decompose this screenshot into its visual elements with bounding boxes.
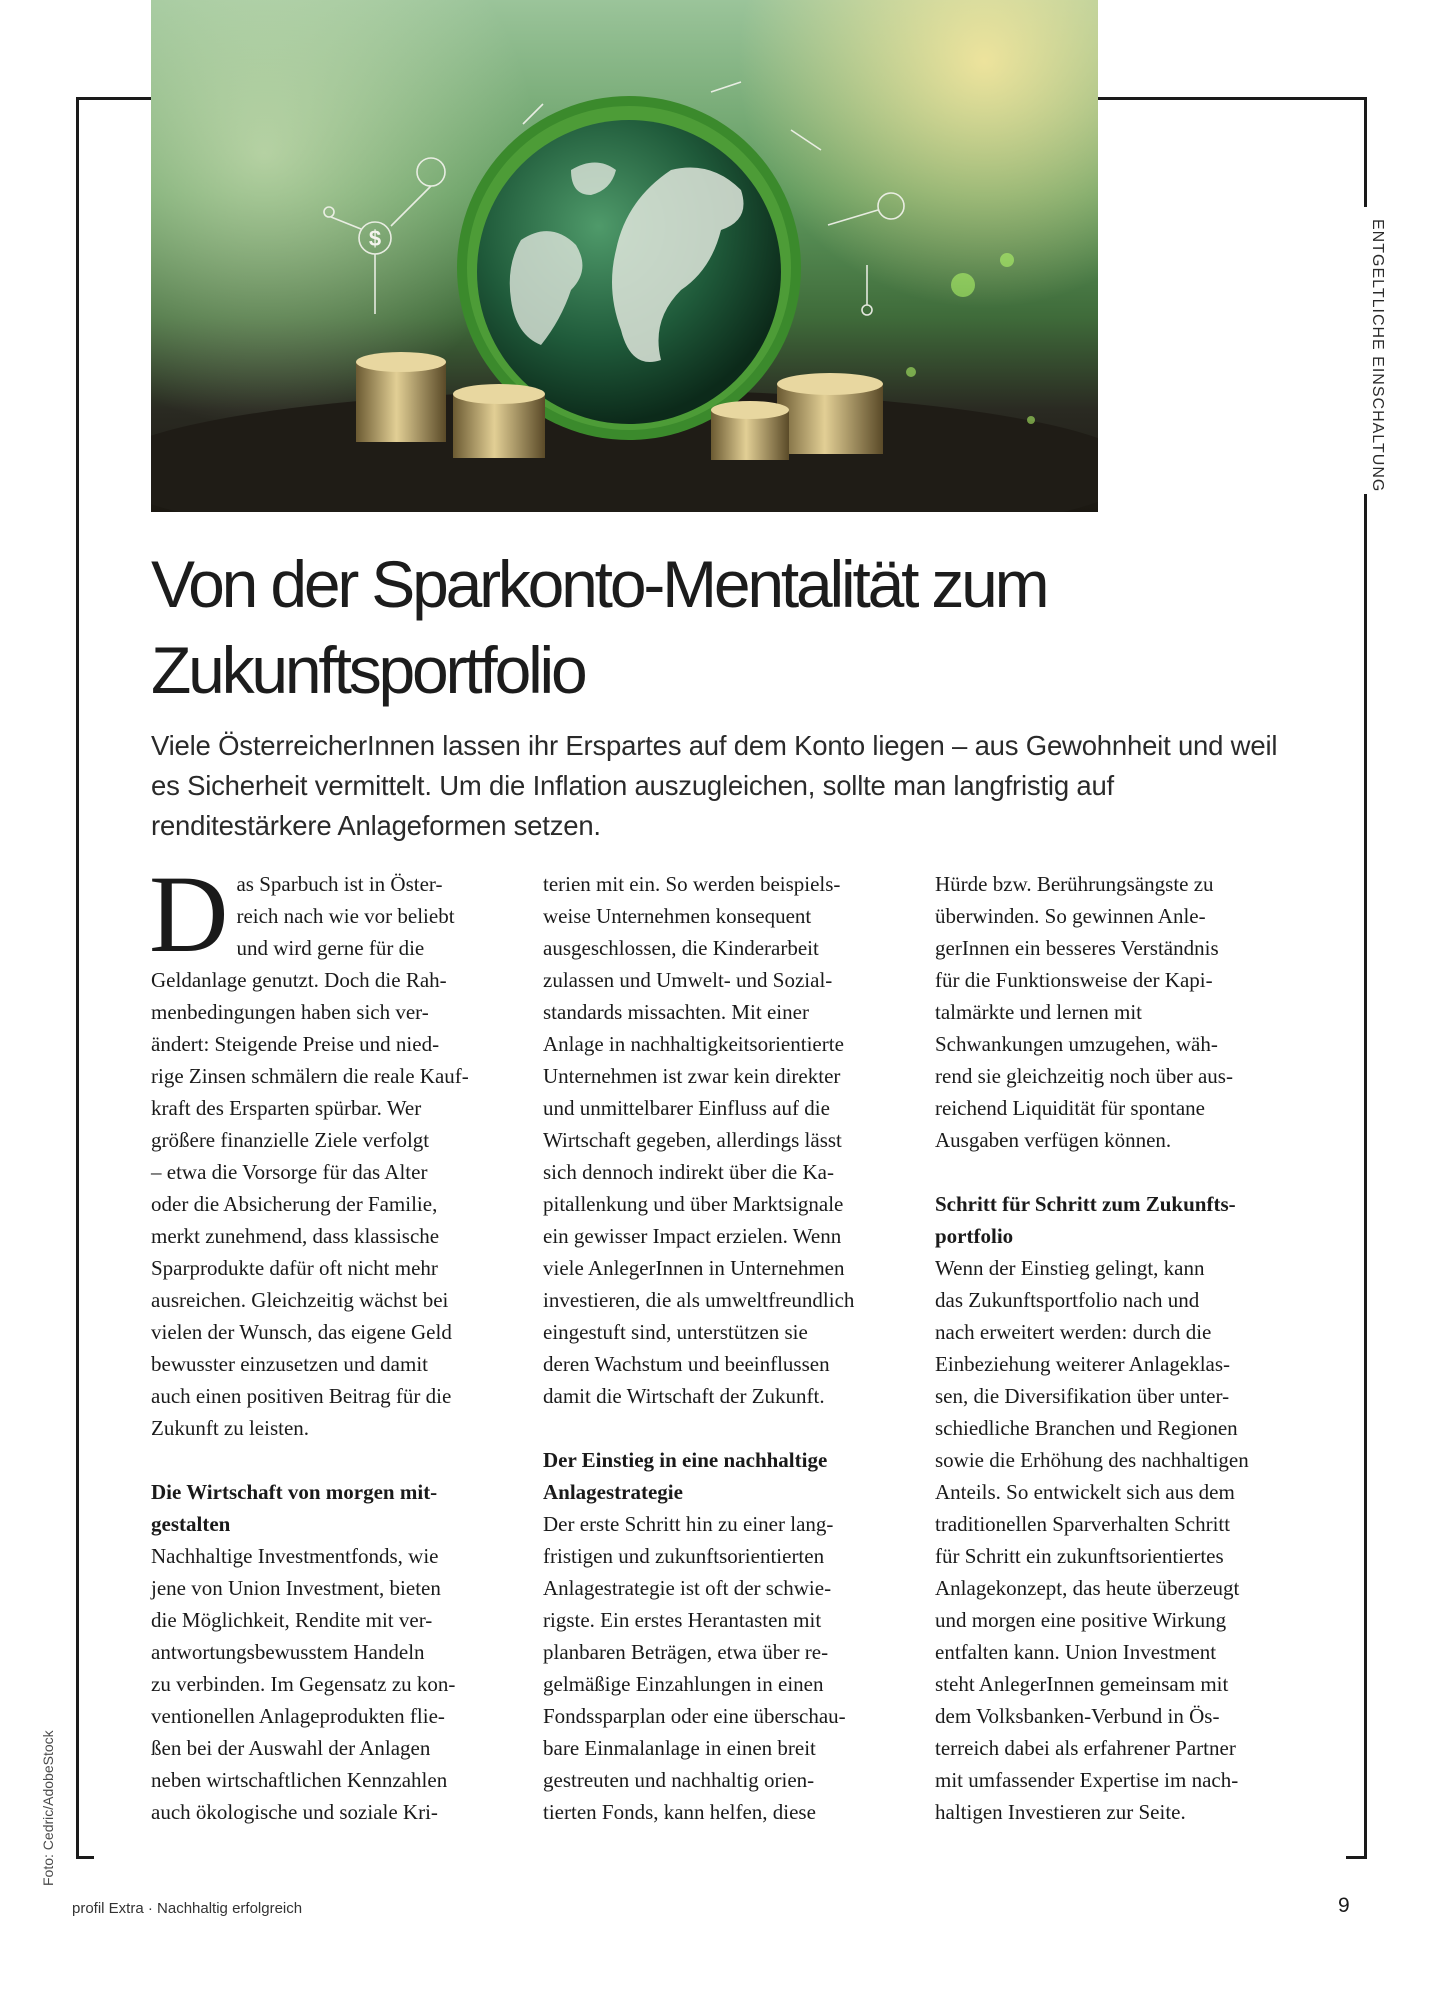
frame-top-left [76,97,151,100]
col1-paragraph-1: as Sparbuch ist in Öster- reich nach wie vor beliebt und wird gerne für die Geldanlage genutzt. Doch die Rah- menbedingungen haben sich ver- ändert: Steigende Preise und nied- rige Zinsen schmälern die reale Kauf- kraft des Ersparten spürbar. Wer größere finanzielle Ziele verfolgt – etwa die Vorsorge für das Alter oder die Absicherung der Familie, merkt zunehmend, dass klassische Sparprodukte dafür oft nicht mehr ausreichen. Gleichzeitig wächst bei vielen der Wunsch, das eigene Geld bewusster einzusetzen und damit auch einen positiven Beitrag für die Zukunft zu leisten. [151,872,469,1440]
frame-left [76,97,79,1859]
lead-paragraph: Viele ÖsterreicherInnen lassen ihr Erspartes auf dem Konto liegen – aus Gewohnheit und weil es Sicherheit vermittelt. Um die Inflation auszugleichen, sollte man langfristig auf renditestärkere Anlageformen setzen. [151,730,1278,841]
dollar-icon: $ [368,226,382,251]
frame-bottom-left [76,1856,94,1859]
dropcap: D [149,853,229,975]
col3-subheading: Schritt für Schritt zum Zukunfts- portfolio [935,1192,1236,1248]
frame-right-upper [1364,97,1367,207]
col2-subheading: Der Einstieg in eine nachhaltige Anlagestrategie [543,1448,828,1504]
page-number: 9 [1338,1894,1350,1917]
globe-illustration [151,0,1098,512]
col1-subheading: Die Wirtschaft von morgen mit- gestalten [151,1480,438,1536]
column-1 [149,853,511,1828]
col2-paragraph-1: terien mit ein. So werden beispiels- weise Unternehmen konsequent ausgeschlossen, die Kinderarbeit zulassen und Umwelt- und Sozial- standards missachten. Mit einer Anlage in nachhaltigkeitsorientierte Unternehmen ist zwar kein direkter und unmittelbarer Einfluss auf die Wirtschaft gegeben, allerdings lässt sich dennoch indirekt über die Ka- pitallenkung und über Marktsignale ein gewisser Impact erzielen. Wenn viele AnlegerInnen in Unternehmen investieren, die als umweltfreundlich eingestuft sind, unterstützen sie deren Wachstum und beeinflussen damit die Wirtschaft der Zukunft. [543,872,855,1408]
col2-paragraph-2: Der erste Schritt hin zu einer lang- fristigen und zukunftsorientierten Anlagestrategie ist oft der schwie- rigste. Ein erstes Herantasten mit planbaren Beträgen, etwa über re- gelmäßige Einzahlungen in einen Fondssparplan oder eine überschau- bare Einmalanlage in einen breit gestreuten und nachhaltig orien- tierten Fonds, kann helfen, diese [543,1512,846,1824]
frame-top-right [1098,97,1366,100]
headline: Von der Sparkonto-Mentalität zum Zukunftsportfolio [151,547,1047,707]
frame-right-lower [1364,494,1367,1859]
col3-paragraph-2: Wenn der Einstieg gelingt, kann das Zukunftsportfolio nach und nach erweitert werden: durch die Einbeziehung weiterer Anlageklas- sen, die Diversifikation über unter- schiedliche Branchen und Regionen sowie die Erhöhung des nachhaltigen Anteils. So entwickelt sich aus dem traditionellen Sparverhalten Schritt für Schritt ein zukunftsorientiertes Anlagekonzept, das heute überzeugt und morgen eine positive Wirkung entfalten kann. Union Investment steht AnlegerInnen gemeinsam mit dem Volksbanken-Verbund in Ös- terreich dabei als erfahrener Partner mit umfassender Expertise im nach- haltigen Investieren zur Seite. [935,1256,1249,1824]
column-3 [935,868,1295,1828]
photo-credit: Foto: Cedric/AdobeStock [40,1730,56,1886]
frame-bottom-right [1346,1856,1367,1859]
hero-image [151,0,1098,512]
footer-publication: profil Extra · Nachhaltig erfolgreich [72,1900,303,1917]
column-2 [543,868,903,1828]
side-label: ENTGELTLICHE EINSCHALTUNG [1369,219,1386,493]
col3-paragraph-1: Hürde bzw. Berührungsängste zu überwinden. So gewinnen Anle- gerInnen ein besseres Verständnis für die Funktionsweise der Kapi- talmärkte und lernen mit Schwankungen umzugehen, wäh- rend sie gleichzeitig noch über aus- reichend Liquidität für spontane Ausgaben verfügen können. [935,872,1233,1152]
col1-paragraph-2: Nachhaltige Investmentfonds, wie jene von Union Investment, bieten die Möglichkeit, Rendite mit ver- antwortungsbewusstem Handeln zu verbinden. Im Gegensatz zu kon- ventionellen Anlageprodukten flie- ßen bei der Auswahl der Anlagen neben wirtschaftlichen Kennzahlen auch ökologische und soziale Kri- [151,1544,456,1824]
